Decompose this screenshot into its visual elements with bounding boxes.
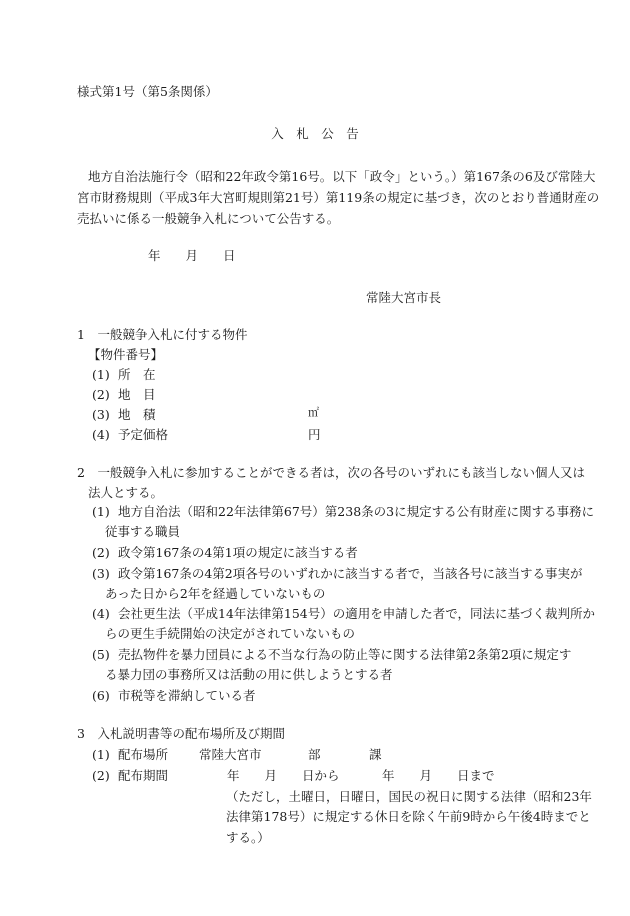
item-label: 地 積: [118, 407, 156, 422]
item-text: 従事する職員: [105, 524, 181, 539]
item-label: 地 目: [118, 387, 156, 402]
distribution-place-label: 配布場所: [118, 747, 169, 762]
item-label: 予定価格: [118, 427, 169, 442]
period-from: 年 月 日から: [227, 768, 340, 783]
item-text: 地方自治法（昭和22年法律第67号）第238条の3に規定する公有財産に関する事務に: [118, 504, 595, 519]
item-text: 政令第167条の4第1項の規定に該当する者: [118, 545, 358, 560]
item-text: 政令第167条の4第2項各号のいずれかに該当する者で，当該各号に該当する事実が: [118, 566, 583, 581]
preamble-line: 地方自治法施行令（昭和22年政令第16号。以下「政令」という。）第167条の6及び常陸大: [88, 169, 596, 184]
item-label: 所 在: [118, 367, 156, 382]
form-label: 様式第1号（第5条関係）: [77, 84, 218, 99]
issuer: 常陸大宮市長: [366, 290, 442, 305]
item-number: (4): [92, 606, 110, 621]
item-text: らの更生手続開始の決定がされていないもの: [105, 626, 356, 641]
item-number: (3): [92, 566, 110, 581]
distribution-period-label: 配布期間: [118, 768, 169, 783]
period-note: する。）: [226, 830, 270, 845]
item-number: (2): [92, 768, 110, 783]
area-unit: ㎡: [308, 406, 319, 419]
department-label: 部: [308, 747, 321, 762]
item-text: 会社更生法（平成14年法律第154号）の適用を申請した者で，同法に基づく裁判所か: [118, 606, 596, 621]
item-number: (4): [92, 427, 110, 442]
item-number: (1): [92, 504, 110, 519]
item-text: る暴力団の事務所又は活動の用に供しようとする者: [105, 667, 393, 682]
property-number-label: 【物件番号】: [88, 347, 164, 362]
section-2-heading: 法人とする。: [88, 485, 164, 500]
item-number: (2): [92, 387, 110, 402]
item-number: (6): [92, 688, 110, 703]
period-note: （ただし，土曜日，日曜日，国民の祝日に関する法律（昭和23年: [226, 789, 592, 804]
preamble-line: 売払いに係る一般競争入札について公告する。: [77, 211, 340, 226]
item-text: 市税等を滞納している者: [118, 688, 256, 703]
section-1-heading: 1 一般競争入札に付する物件: [77, 327, 248, 342]
item-text: あった日から2年を経過していないもの: [105, 586, 326, 601]
item-number: (1): [92, 747, 110, 762]
item-number: (1): [92, 367, 110, 382]
item-number: (2): [92, 545, 110, 560]
section-3-heading: 3 入札説明書等の配布場所及び期間: [77, 726, 285, 741]
city-name: 常陸大宮市: [199, 747, 262, 762]
preamble-line: 宮市財務規則（平成3年大宮町規則第21号）第119条の規定に基づき，次のとおり普通財産の: [77, 190, 600, 205]
period-note: 法律第178号）に規定する休日を除く午前9時から午後4時までと: [226, 809, 591, 824]
item-text: 売払物件を暴力団員による不当な行為の防止等に関する法律第2条第2項に規定す: [118, 647, 572, 662]
item-number: (3): [92, 407, 110, 422]
period-to: 年 月 日まで: [382, 768, 495, 783]
date-line: 年 月 日: [148, 248, 236, 263]
notice-title: 入 札 公 告: [271, 126, 359, 141]
item-number: (5): [92, 647, 110, 662]
section-2-heading: 2 一般競争入札に参加することができる者は，次の各号のいずれにも該当しない個人又は: [77, 465, 585, 480]
division-label: 課: [369, 747, 382, 762]
price-unit: 円: [308, 427, 321, 442]
